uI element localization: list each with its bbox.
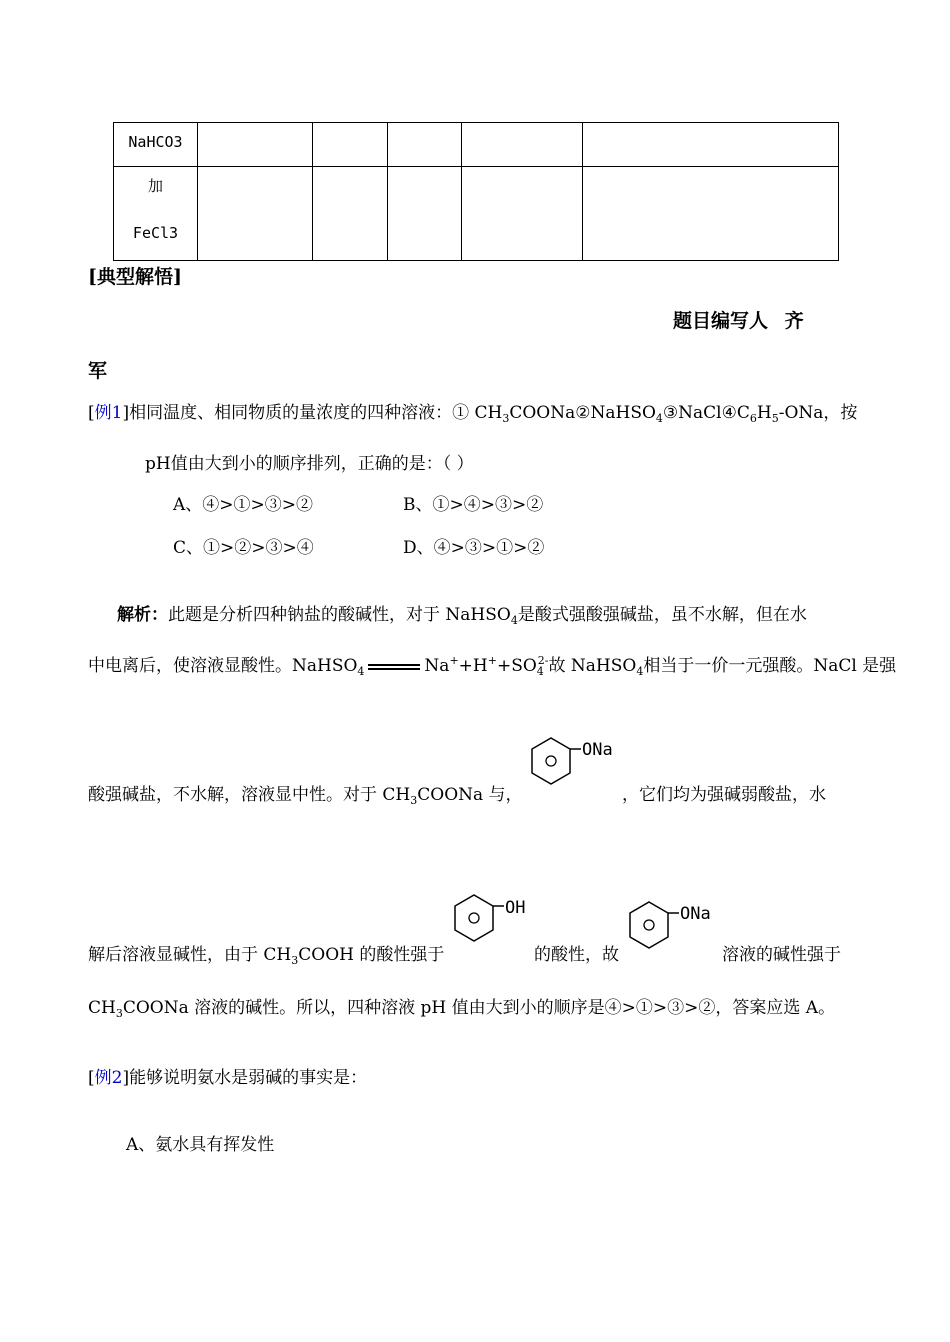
example-tag: 例2: [94, 1068, 123, 1088]
stem-text: -ONa，按: [778, 403, 858, 423]
subscript: 5: [771, 412, 779, 425]
analysis-line-3a: [88, 785, 523, 807]
table-cell: [583, 167, 839, 261]
bracket: [: [88, 403, 95, 423]
bracket: ]: [122, 403, 130, 423]
analysis-text: Na: [424, 656, 450, 676]
cell-text: FeCl3: [132, 224, 179, 242]
sodium-phenoxide-structure: [529, 733, 629, 808]
example1-stem-line2: pH值由大到小的顺序排列，正确的是：（ ）: [145, 454, 474, 474]
analysis-line-1: [117, 605, 807, 627]
analysis-text: 解后溶液显碱性，由于 CH: [88, 945, 292, 965]
analysis-text: 中电离后，使溶液显酸性。NaHSO: [88, 656, 358, 676]
subscript: 4: [536, 665, 544, 678]
stem-text: 相同温度、相同物质的量浓度的四种溶液：① CH: [129, 403, 503, 423]
analysis-text: COONa 与，: [417, 785, 523, 805]
analysis-text: COOH 的酸性强于: [298, 945, 445, 965]
table-cell: [313, 167, 388, 261]
analysis-text: COONa 溶液的碱性。所以，四种溶液 pH 值由大到小的顺序是④>①>③>②，答案应选 A。: [122, 998, 836, 1018]
cell-text: NaHCO3: [128, 133, 183, 151]
analysis-text: +SO: [496, 656, 537, 676]
author-line-2: 军: [88, 360, 108, 382]
table-cell: [583, 123, 839, 167]
analysis-label: 解析：: [117, 605, 168, 625]
table-row: [114, 123, 839, 167]
analysis-text: 酸强碱盐，不水解，溶液显中性。对于 CH: [88, 785, 411, 805]
analysis-line-4c: 溶液的碱性强于: [722, 945, 841, 965]
option-a: A、④>①>③>②: [173, 495, 314, 515]
analysis-line-2: [88, 654, 897, 678]
bracket: ]: [122, 1068, 130, 1088]
table-cell: [462, 123, 583, 167]
section-heading: [典型解悟]: [88, 266, 182, 288]
subscript: 3: [410, 794, 418, 807]
analysis-line-3b: ，它们均为强碱弱酸盐，水: [622, 785, 826, 805]
equals-sign: [368, 664, 420, 670]
example1-stem: [88, 403, 858, 425]
table-cell: [198, 123, 313, 167]
analysis-text: +H: [458, 656, 488, 676]
example2-stem: [88, 1070, 367, 1087]
analysis-text: 是酸式强酸强碱盐，虽不水解，但在水: [517, 605, 807, 625]
option-b: B、①>④>③>②: [403, 495, 544, 515]
table-row: [114, 167, 839, 261]
analysis-text: 相当于一价一元强酸。NaCl 是强: [643, 656, 897, 676]
table-cell-label: [114, 167, 198, 261]
superscript: 2-: [537, 654, 549, 667]
subscript: 3: [291, 954, 299, 967]
analysis-text: CH: [88, 998, 116, 1018]
stem-text: ③NaCl④C: [662, 403, 750, 423]
author-line: 题目编写人 齐: [673, 310, 804, 332]
subscript: 3: [502, 412, 510, 425]
sodium-phenoxide-structure: [627, 897, 727, 972]
cell-text: 加: [147, 177, 163, 195]
table-cell: [198, 167, 313, 261]
subscript: 3: [115, 1007, 123, 1020]
example-tag: 例1: [94, 403, 123, 423]
subscript: 6: [749, 412, 757, 425]
structure-label: ONa: [582, 740, 613, 760]
table-cell: [462, 167, 583, 261]
subscript: 4: [510, 614, 518, 627]
analysis-text: 此题是分析四种钠盐的酸碱性，对于 NaHSO: [168, 605, 511, 625]
subscript: 4: [357, 665, 365, 678]
structure-label: ONa: [680, 904, 711, 924]
example2-option-a: A、氨水具有挥发性: [126, 1135, 275, 1155]
table-cell: [388, 123, 462, 167]
stem-text: COONa②NaHSO: [509, 403, 656, 423]
analysis-text: 故 NaHSO: [548, 656, 637, 676]
superscript: +: [449, 654, 459, 667]
option-d: D、④>③>①>②: [403, 538, 545, 558]
subscript: 4: [655, 412, 663, 425]
analysis-line-4b: 的酸性，故: [534, 945, 619, 965]
structure-label: OH: [505, 898, 526, 918]
table-cell: [388, 167, 462, 261]
bracket: [: [88, 1068, 95, 1088]
stem-text: H: [756, 403, 772, 423]
analysis-line-5: [88, 998, 836, 1020]
option-c: C、①>②>③>④: [173, 538, 314, 558]
table-cell: [313, 123, 388, 167]
subscript: 4: [636, 665, 644, 678]
superscript: +: [487, 654, 497, 667]
table-cell-label: [114, 123, 198, 167]
analysis-line-4a: [88, 945, 445, 967]
stem-text: 能够说明氨水是弱碱的事实是：: [129, 1068, 368, 1088]
data-table: [113, 122, 839, 261]
